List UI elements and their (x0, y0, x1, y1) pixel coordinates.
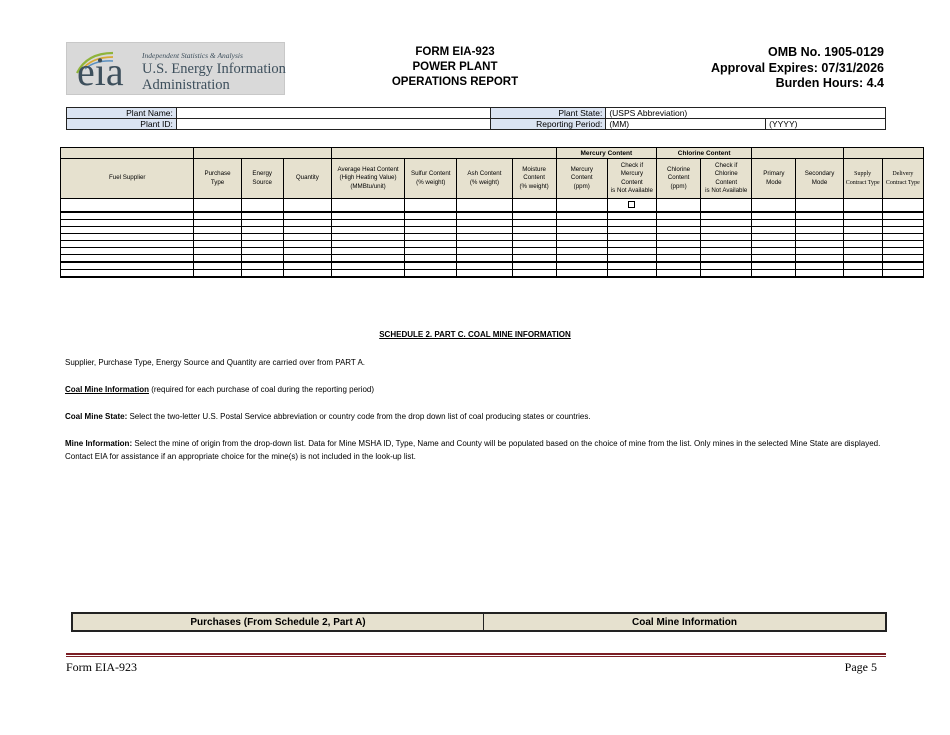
table-cell[interactable] (61, 199, 194, 213)
table-cell[interactable] (882, 199, 923, 213)
logo-name-line2: Administration (142, 77, 230, 93)
table-cell[interactable] (61, 220, 194, 227)
footer-rule-thin (66, 656, 886, 657)
eia-mark: eia (77, 49, 124, 94)
table-cell[interactable] (331, 199, 404, 213)
carry-over-text: Supplier, Purchase Type, Energy Source and Quantity are carried over from PART A. (65, 358, 366, 367)
table-cell[interactable] (61, 270, 194, 278)
plant-name-label: Plant Name: (67, 108, 177, 119)
coal-mine-table-header (71, 612, 887, 632)
footer-rule-thick (66, 653, 886, 655)
coal-mine-state-text: Select the two-letter U.S. Postal Service abbreviation or country code from the drop down list of coal producing states or countries. (127, 412, 591, 421)
mine-info-label: Mine Information: (65, 439, 133, 448)
col-heat-content: Average Heat Content (High Heating Value) (MMBtu/unit) (331, 159, 404, 199)
col-chlorine-na: Check if Chlorine Content is Not Available (701, 159, 752, 199)
col-chlorine: Chlorine Content (ppm) (657, 159, 701, 199)
column-header-row (61, 159, 924, 199)
mine-info-text: Select the mine of origin from the drop-down list. Data for Mine MSHA ID, Type, Name and County will be populated based on the choice of mine from the list. Only mines in the selected Mine State are displayed. Contact EIA for assistance if an appropriate choice for the mine(s) is not included in the look-up list. (65, 439, 881, 461)
table-cell[interactable] (657, 199, 701, 213)
coal-mine-state-paragraph (65, 410, 885, 423)
table-row (61, 255, 924, 263)
reporting-period-label: Reporting Period: (491, 119, 606, 130)
col-sulfur: Sulfur Content (% weight) (405, 159, 457, 199)
form-title-line3: OPERATIONS REPORT (391, 76, 519, 88)
col-quantity: Quantity (283, 159, 331, 199)
coal-mine-info-paragraph (65, 383, 885, 396)
table-row (61, 241, 924, 248)
table-row (61, 270, 924, 278)
coal-mine-header: Coal Mine Information (632, 616, 737, 628)
plant-info-table (66, 107, 886, 130)
table-cell[interactable] (61, 255, 194, 263)
footer-form-name: Form EIA-923 (66, 660, 137, 674)
col-primary-mode: Primary Mode (752, 159, 796, 199)
month-hint: (MM) (609, 119, 630, 129)
plant-state-field[interactable] (606, 108, 886, 119)
mercury-na-checkbox[interactable] (628, 201, 635, 208)
table-row (61, 212, 924, 220)
table-cell[interactable] (752, 199, 796, 213)
col-supply-contract: Supply Contract Type (843, 159, 882, 199)
omb-number: OMB No. 1905-0129 (767, 45, 884, 59)
table-cell[interactable] (61, 248, 194, 255)
table-cell[interactable] (405, 199, 457, 213)
form-title (370, 45, 540, 90)
fuel-receipts-table (60, 147, 924, 278)
group-blank-4 (752, 148, 843, 159)
table-cell[interactable] (283, 199, 331, 213)
table-cell[interactable] (61, 227, 194, 234)
footer-page-number: Page 5 (844, 660, 877, 674)
form-title-line2: POWER PLANT (412, 61, 498, 73)
group-blank-5 (843, 148, 923, 159)
table-cell[interactable] (457, 199, 512, 213)
table-cell[interactable] (843, 199, 882, 213)
group-header-row (61, 148, 924, 159)
table-row (61, 262, 924, 270)
col-delivery-contract: Delivery Contract Type (882, 159, 923, 199)
col-ash: Ash Content (% weight) (457, 159, 512, 199)
plant-state-hint: (USPS Abbreviation) (609, 108, 688, 118)
group-blank-1 (61, 148, 194, 159)
omb-block (660, 45, 884, 92)
plant-id-label: Plant ID: (67, 119, 177, 130)
col-mercury-na: Check if Mercury Content is Not Available (607, 159, 656, 199)
group-mercury: Mercury Content (556, 148, 656, 159)
purchases-header: Purchases (From Schedule 2, Part A) (73, 614, 484, 630)
col-purchase-type: Purchase Type (194, 159, 241, 199)
table-cell[interactable] (512, 199, 556, 213)
table-cell[interactable] (796, 199, 843, 213)
table-row (61, 248, 924, 255)
table-row (61, 220, 924, 227)
col-fuel-supplier: Fuel Supplier (61, 159, 194, 199)
reporting-month-field[interactable] (606, 119, 766, 130)
coal-mine-info-text: (required for each purchase of coal during the reporting period) (149, 385, 375, 394)
mine-info-paragraph (65, 437, 885, 463)
table-cell[interactable] (61, 234, 194, 241)
col-secondary-mode: Secondary Mode (796, 159, 843, 199)
col-mercury: Mercury Content (ppm) (556, 159, 607, 199)
table-cell[interactable] (61, 241, 194, 248)
year-hint: (YYYY) (769, 119, 798, 129)
plant-id-field[interactable] (176, 119, 490, 130)
group-blank-2 (194, 148, 331, 159)
omb-expires: Approval Expires: 07/31/2026 (710, 60, 884, 75)
table-cell[interactable] (241, 199, 283, 213)
col-energy-source: Energy Source (241, 159, 283, 199)
group-chlorine: Chlorine Content (657, 148, 752, 159)
reporting-year-field[interactable] (766, 119, 886, 130)
col-moisture: Moisture Content (% weight) (512, 159, 556, 199)
table-cell[interactable] (61, 262, 194, 270)
mercury-na-cell (607, 199, 656, 213)
group-blank-3 (331, 148, 556, 159)
coal-mine-state-label: Coal Mine State: (65, 412, 128, 421)
plant-name-field[interactable] (176, 108, 490, 119)
table-row (61, 234, 924, 241)
table-cell[interactable] (556, 199, 607, 213)
table-cell[interactable] (194, 199, 241, 213)
table-cell[interactable] (61, 212, 194, 220)
eia-logo (66, 42, 285, 95)
form-title-line1: FORM EIA-923 (415, 46, 495, 58)
schedule-title: SCHEDULE 2. PART C. COAL MINE INFORMATION (379, 330, 571, 339)
plant-state-label: Plant State: (491, 108, 606, 119)
table-row (61, 199, 924, 213)
coal-mine-info-label: Coal Mine Information (65, 385, 149, 394)
table-row (61, 227, 924, 234)
table-cell[interactable] (701, 199, 752, 213)
logo-name-line1: U.S. Energy Information (142, 61, 286, 77)
logo-tagline: Independent Statistics & Analysis (142, 51, 243, 60)
omb-burden: Burden Hours: 4.4 (775, 76, 884, 90)
